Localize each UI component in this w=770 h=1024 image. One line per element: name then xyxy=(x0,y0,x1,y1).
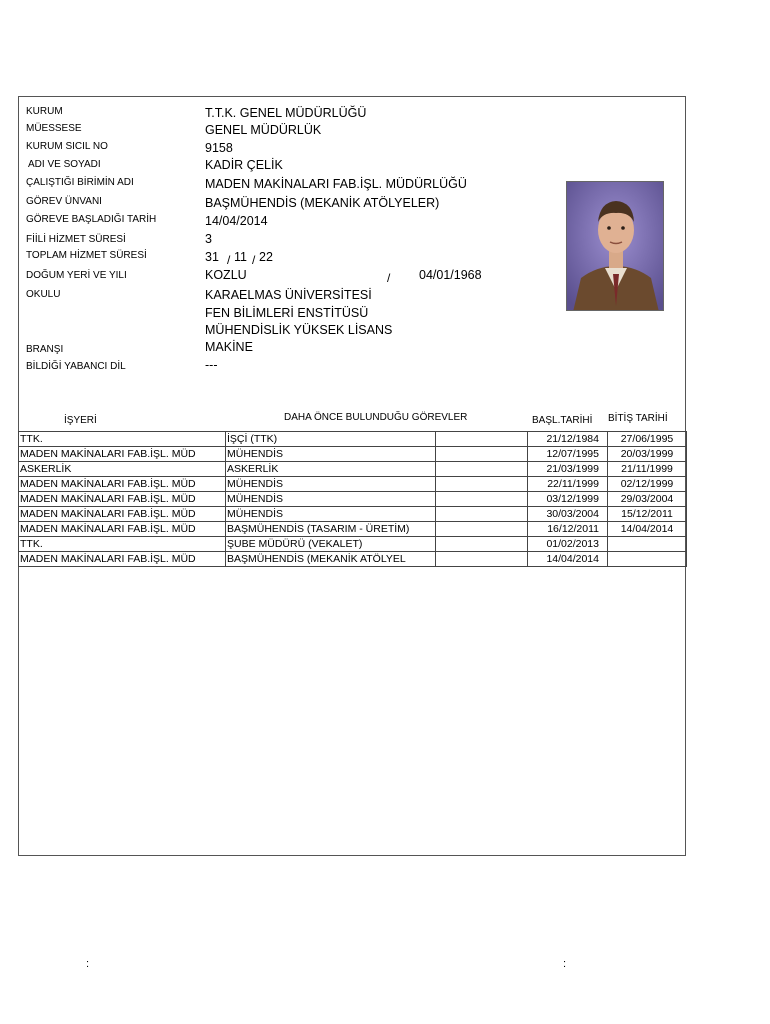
value-yabanci-dil: --- xyxy=(205,358,218,372)
row-extra xyxy=(436,507,528,522)
row-end-date xyxy=(608,537,687,552)
value-birth-place: KOZLU xyxy=(205,268,247,282)
row-workplace: MADEN MAKİNALARI FAB.İŞL. MÜD xyxy=(19,522,226,537)
label-sicil-no: KURUM SICIL NO xyxy=(26,141,108,152)
row-extra xyxy=(436,522,528,537)
row-workplace: MADEN MAKİNALARI FAB.İŞL. MÜD xyxy=(19,477,226,492)
row-duty: ASKERLİK xyxy=(226,462,436,477)
row-workplace: MADEN MAKİNALARI FAB.İŞL. MÜD xyxy=(19,507,226,522)
portrait-illustration xyxy=(567,182,664,311)
row-end-date: 27/06/1995 xyxy=(608,432,687,447)
table-row xyxy=(19,477,687,492)
table-row xyxy=(19,552,687,567)
table-row xyxy=(19,432,687,447)
row-workplace: MADEN MAKİNALARI FAB.İŞL. MÜD xyxy=(19,492,226,507)
row-extra xyxy=(436,537,528,552)
table-row xyxy=(19,522,687,537)
value-muessese: GENEL MÜDÜRLÜK xyxy=(205,123,322,137)
value-kurum: T.T.K. GENEL MÜDÜRLÜĞÜ xyxy=(205,106,367,120)
row-start-date: 12/07/1995 xyxy=(528,447,608,462)
label-gorev-unvani: GÖREV ÜNVANI xyxy=(26,196,102,207)
value-service-months: 11 xyxy=(234,250,247,264)
label-fiili-hizmet: FİİLİ HİZMET SÜRESİ xyxy=(26,234,126,245)
label-birim: ÇALIŞTIĞI BİRİMİN ADI xyxy=(26,177,134,188)
row-workplace: TTK. xyxy=(19,537,226,552)
row-extra xyxy=(436,492,528,507)
service-separator-2: / xyxy=(252,253,256,267)
row-end-date: 15/12/2011 xyxy=(608,507,687,522)
footer-colon-right: : xyxy=(563,958,567,970)
row-extra xyxy=(436,462,528,477)
value-fiili-hizmet: 3 xyxy=(205,232,212,246)
row-end-date: 20/03/1999 xyxy=(608,447,687,462)
row-end-date xyxy=(608,552,687,567)
value-birth-date: 04/01/1968 xyxy=(419,268,482,282)
row-extra xyxy=(436,432,528,447)
history-header-duties: DAHA ÖNCE BULUNDUĞU GÖREVLER xyxy=(284,412,468,423)
label-toplam-hizmet: TOPLAM HİZMET SÜRESİ xyxy=(26,250,147,261)
row-extra xyxy=(436,552,528,567)
row-workplace: ASKERLİK xyxy=(19,462,226,477)
label-dogum: DOĞUM YERİ VE YILI xyxy=(26,270,127,281)
history-header-start: BAŞL.TARİHİ xyxy=(532,415,593,426)
row-end-date: 29/03/2004 xyxy=(608,492,687,507)
row-start-date: 14/04/2014 xyxy=(528,552,608,567)
person-photo xyxy=(566,181,664,311)
birth-separator: / xyxy=(387,271,391,285)
row-start-date: 22/11/1999 xyxy=(528,477,608,492)
label-okulu: OKULU xyxy=(26,289,61,300)
label-bransi: BRANŞI xyxy=(26,344,64,355)
value-school-1: KARAELMAS ÜNİVERSİTESİ xyxy=(205,288,372,302)
table-row xyxy=(19,537,687,552)
row-start-date: 21/12/1984 xyxy=(528,432,608,447)
history-table xyxy=(18,431,687,567)
footer-colon-left: : xyxy=(86,958,90,970)
value-gorev-unvani: BAŞMÜHENDİS (MEKANİK ATÖLYELER) xyxy=(205,196,440,210)
row-workplace: MADEN MAKİNALARI FAB.İŞL. MÜD xyxy=(19,552,226,567)
value-service-years: 31 xyxy=(205,250,219,264)
row-duty: MÜHENDİS xyxy=(226,477,436,492)
label-kurum: KURUM xyxy=(26,106,63,117)
label-yabanci-dil: BİLDİĞİ YABANCI DİL xyxy=(26,361,126,372)
table-row xyxy=(19,507,687,522)
row-extra xyxy=(436,447,528,462)
label-muessese: MÜESSESE xyxy=(26,123,82,134)
row-duty: MÜHENDİS xyxy=(226,492,436,507)
row-start-date: 01/02/2013 xyxy=(528,537,608,552)
row-start-date: 21/03/1999 xyxy=(528,462,608,477)
table-row xyxy=(19,462,687,477)
row-workplace: TTK. xyxy=(19,432,226,447)
value-baslama-tarihi: 14/04/2014 xyxy=(205,214,268,228)
row-start-date: 30/03/2004 xyxy=(528,507,608,522)
table-row xyxy=(19,492,687,507)
value-bransi: MAKİNE xyxy=(205,340,253,354)
history-header-end: BİTİŞ TARİHİ xyxy=(608,413,668,424)
row-start-date: 16/12/2011 xyxy=(528,522,608,537)
row-duty: BAŞMÜHENDİS (TASARIM - ÜRETİM) xyxy=(226,522,436,537)
row-end-date: 21/11/1999 xyxy=(608,462,687,477)
service-separator-1: / xyxy=(227,253,231,267)
value-adi-soyadi: KADİR ÇELİK xyxy=(205,158,283,172)
value-sicil-no: 9158 xyxy=(205,141,233,155)
row-workplace: MADEN MAKİNALARI FAB.İŞL. MÜD xyxy=(19,447,226,462)
row-duty: MÜHENDİS xyxy=(226,447,436,462)
row-duty: İŞÇİ (TTK) xyxy=(226,432,436,447)
row-duty: BAŞMÜHENDİS (MEKANİK ATÖLYEL xyxy=(226,552,436,567)
value-service-days: 22 xyxy=(259,250,273,264)
row-duty: ŞUBE MÜDÜRÜ (VEKALET) xyxy=(226,537,436,552)
row-end-date: 14/04/2014 xyxy=(608,522,687,537)
row-end-date: 02/12/1999 xyxy=(608,477,687,492)
label-baslama-tarihi: GÖREVE BAŞLADIĞI TARİH xyxy=(26,214,157,225)
row-duty: MÜHENDİS xyxy=(226,507,436,522)
history-header-workplace: İŞYERİ xyxy=(64,415,97,426)
value-school-3: MÜHENDİSLİK YÜKSEK LİSANS xyxy=(205,323,393,337)
row-extra xyxy=(436,477,528,492)
row-start-date: 03/12/1999 xyxy=(528,492,608,507)
value-birim: MADEN MAKİNALARI FAB.İŞL. MÜDÜRLÜĞÜ xyxy=(205,177,467,191)
label-adi-soyadi: ADI VE SOYADI xyxy=(28,159,101,170)
value-school-2: FEN BİLİMLERİ ENSTİTÜSÜ xyxy=(205,306,369,320)
table-row xyxy=(19,447,687,462)
